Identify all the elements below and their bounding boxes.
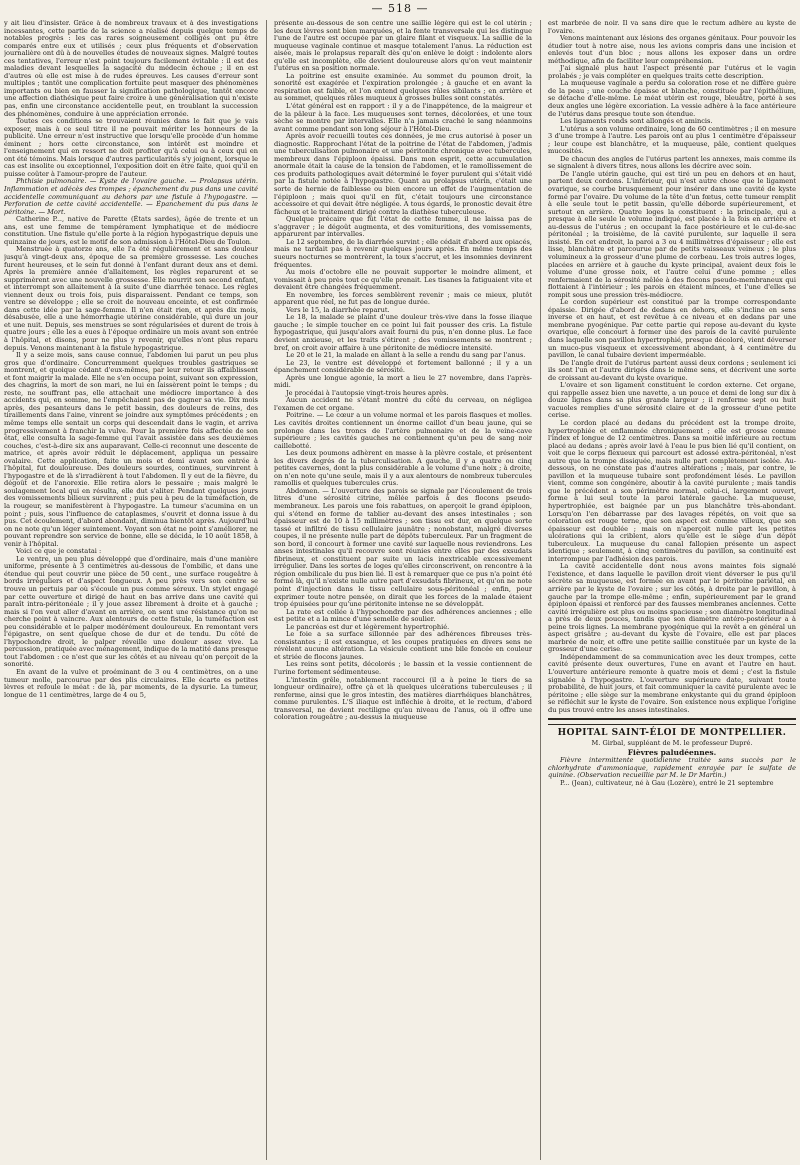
- paragraph: Après une longue agonie, la mort a lieu le 27 novembre, dans l'après-midi.: [274, 373, 532, 390]
- paragraph: Le cordon supérieur est constitué par la trompe correspondante épaissie. Dirigée d'abord de dedans en dehors, elle s'incline en sens inverse et en haut, et est revêtue à ce niveau et en dedans par une membrane pyogénique. Par cette partie qui repose au-devant du kyste ovarique, elle concourt à former une des parois de la cavité purulente dans laquelle son pavillon hypertrophié, presque décoloré, vient déverser un muco-pus visqueux et excessivement abondant, à 4 centimètre du pavillon, le canal tubaire devient imperméable.: [548, 298, 796, 360]
- page-number: — 518 —: [371, 2, 429, 15]
- paragraph: Indépendamment de sa communication avec les deux trompes, cette cavité présente deux ouvertures, l'une en avant et l'autre en haut. L'ouverture antérieure remonte à quatre mois et demi ; c'est la fistule signalée à l'hypogastre. L'ouverture supérieure date, suivant toute probabilité, de huit jours, et fait communiquer la cavité purulente avec le péritoine ; elle siège sur la membrane enkystante qui du grand épiploon se réfléchit sur le kyste de l'ovaire. Son existence nous explique l'origine du pus trouvé entre les anses intestinales.: [548, 652, 796, 714]
- hospital-heading: HOPITAL SAINT-ÉLOI DE MONTPELLIER.: [557, 728, 787, 739]
- paragraph: Les reins sont petits, décolorés ; le bassin et la vessie contiennent de l'urine fortement sédimenteuse.: [274, 660, 532, 677]
- paragraph: J'ai signalé plus haut l'aspect présenté par l'utérus et le vagin prolabés ; je vais compléter en quelques traits cette description.: [548, 64, 796, 80]
- paragraph: La muqueuse vaginale a perdu sa coloration rose et ne diffère guère de la peau ; une couche épaisse et blanche, constituée par l'épithélium, se détache d'elle-même. Le méat utérin est rouge, bleuâtre, porté à ses deux angles une légère excoriation. La vessie adhère à la face antérieure de l'utérus dans presque toute son étendue.: [548, 79, 796, 118]
- paragraph: La poitrine est ensuite examinée. Au sommet du poumon droit, la sonorité est exagérée et l'expiration prolongée ; à gauche et en avant la respiration est faible, et l'on entend quelques râles sibilants ; en arrière et au sommet, quelques râles muqueux à grosses bulles sont constatés.: [274, 71, 532, 103]
- paragraph: Au mois d'octobre elle ne pouvait supporter le moindre aliment, et vomissait à peu près tout ce qu'elle prenait. Les tisanes la fatiguaient vite et devaient être changées fréquemment.: [274, 268, 532, 292]
- paragraph: Le ventre, un peu plus développé que d'ordinaire, mais d'une manière uniforme, présente à 3 centimètres au-dessous de l'ombilic, et dans une étendue qui peut couvrir une pièce de 50 cent., une surface rougeâtre à bords irréguliers et d'aspect fongueux. A peu près vers son centre se trouve un pertuis par où s'écoule un pus comme séreux. Un stylet engagé par cette ouverture et dirigé de haut en bas arrive dans une cavité qui paraît intra-péritonéale ; il y joue assez librement à droite et à gauche ; mais si l'on veut aller d'avant en arrière, on sent une résistance qu'on ne cherche point à vaincre. Aux alentours de cette fistule, la tuméfaction est peu considérable et le palper modérément douloureux. En remontant vers l'épigastre, on sent quelque chose de dur et de tendu. Du côté de l'hypochondre droit, le palper réveille une douleur assez vive. La percussion, pratiquée avec ménagement, indique de la matité dans presque tout l'abdomen : ce n'est que sur les côtés et au niveau qu'on perçoit de la sonorité.: [4, 554, 258, 669]
- paragraph: Les deux poumons adhèrent en masse à la plèvre costale, et présentent les divers degrés de la tuberculisation. A gauche, il y a quatre ou cinq petites cavernes, dont la plus considérable a le volume d'une noix ; à droite, on n'en note qu'une seule, mais il y a aux alentours de nombreux tubercules ramollis et quelques tubercules crus.: [274, 449, 532, 488]
- paragraph: Après avoir recueilli toutes ces données, je me crus autorisé à poser un diagnostic. Rapprochant l'état de la poitrine de l'état de l'abdomen, j'admis une tuberculisation pulmonaire et une péritonite chronique avec tubercules, membreux dans l'épiploon épaissi. Dans mon esprit, cette accumulation anormale était la cause de la tension de l'abdomen, et le ramollissement de ces produits pathologiques avait déterminé le foyer purulent qui s'était vidé par la fistule notée à l'hypogastre. Quant au prolapsus utérin, c'était une sorte de hernie de faiblesse ou bien encore un effet de l'augmentation de l'épiploon ; mais quoi qu'il en fût, c'était toujours une circonstance accessoire et qui devait être négligée. A tous égards, le pronostic devait être fâcheux et le traitement dirigé contre la diathèse tuberculeuse.: [274, 132, 532, 216]
- paragraph: présente au-dessous de son centre une saillie légère qui est le col utérin ; les deux lèvres sont bien marquées, et la fente transversale qui les distingue l'une de l'autre est occupée par un glaire filant et visqueux. La saillie de la muqueuse vaginale continue et masque totalement l'anus. La réduction est aisée, mais le prolapsus reparaît dès qu'on enlève le doigt : indolente alors qu'elle est incomplète, elle devient douloureuse alors qu'on veut maintenir l'utérus en sa position normale.: [274, 20, 532, 73]
- case-paragraph: P... (Jean), cultivateur, né à Gau (Lozère), entré le 21 septembre: [560, 778, 774, 787]
- paragraph: L'utérus a son volume ordinaire, long de 60 centimètres ; il en mesure 3 d'une trompe à l'autre. Les parois ont au plus 1 centimètre d'épaisseur ; leur coupe est blanchâtre, et la muqueuse, pâle, contient quelques mucosités.: [548, 124, 796, 156]
- paragraph: Menstruée à quatorze ans, elle l'a été régulièrement et sans douleur jusqu'à vingt-deux ans, époque de sa première grossesse. Les couches furent heureuses, et le sein fut donné à l'enfant durant deux ans et demi. Après la première année d'allaitement, les règles reparurent et se supprimèrent avec une nouvelle grossesse. Elle nourrit son second enfant, et interrompt son allaitement à la suite d'une diarrhée tenace. Les règles viennent deux ou trois fois, puis disparaissent. Pendant ce temps, son ventre se développe ; elle se croit de nouveau enceinte, et est confirmée dans cette idée par la sage-femme. Il n'en était rien, et après dix mois, désabusée, elle a une hémorrhagie utérine considérable, qui dure un jour et une nuit. Depuis, ses menstrues se sont régularisées et durent de trois à quatre jours ; elle les a eues à l'époque ordinaire un mois avant son entrée à l'hôpital, et disons, pour ne plus y revenir, qu'elles n'ont plus reparu depuis. Venons maintenant à la fistule hypogastrique.: [4, 245, 258, 352]
- paragraph: La rate est collée à l'hypochondre par des adhérences anciennes ; elle est petite et a la mince d'une semelle de soulier.: [274, 607, 532, 624]
- paragraph: En avant de la vulve et proéminant de 3 ou 4 centimètres, on a une tumeur molle, parcourue par des plis circulaires. Elle écarte es petites lèvres et refoule le méat : de là, par moments, de la dysurie. La tumeur, longue de 11 centimètres, large de 4 ou 5,: [4, 668, 258, 699]
- paragraph: Poitrine. — Le cœur a un volume normal et les parois flasques et molles. Les cavités droites contiennent un énorme caillot d'un beau jaune, qui se prolonge dans les troncs de l'artère pulmonaire et de la veine-cave supérieure ; les cavités gauches ne contiennent qu'un peu de sang noir caillebotté.: [274, 411, 532, 450]
- paragraph: Le foie a sa surface sillonnée par des adhérences fibreuses très-consistantes ; il est exsangue, et les coupes pratiquées en divers sens ne révèlent aucune altération. La vésicule contient une bile foncée en couleur et striée de flocons jaunes.: [274, 630, 532, 661]
- paragraph: Voici ce que je constatai :: [16, 547, 102, 556]
- paragraph: Je procédai à l'autopsie vingt-trois heures après.: [286, 388, 449, 397]
- paragraph: En novembre, les forces semblèrent revenir ; mais ce mieux, plutôt apparent que réel, ne fut pas de longue durée.: [274, 290, 532, 307]
- paragraph: De chacun des angles de l'utérus partent les annexes, mais comme ils se signalent à divers titres, nous allons les décrire avec soin.: [548, 154, 796, 171]
- paragraph: Aucun accident ne s'étant montré du côté du cerveau, on négligea l'examen de cet organe.: [274, 396, 532, 412]
- column-rule: [266, 20, 267, 1160]
- case-title: Fièvre intermittente quotidienne traitée sans succès par le chlorhydrate d'ammoniaque, rapidement enrayée par le sulfate de quinine. (Observation recueillie par M. le Dr Martin.): [548, 756, 796, 780]
- paragraph: Abdomen. — L'ouverture des parois se signale par l'écoulement de trois litres d'une sérosité citrine, mêlée parfois à des flocons pseudo-membraneux. Les parois une fois rabattues, on aperçoit le grand épiploon, qui s'étend en forme de tablier au-devant des anses intestinales ; son épaisseur est de 10 à 15 millimètres ; son tissu est dur, en quelque sorte tassé et infiltré de tissu cellulaire jaunâtre ; nonobstant, malgré diverses coupes, il ne présente nulle part de dépôts tuberculeux. Par un fragment de son bord, il concourt à former une cavité sur laquelle nous reviendrons. Les anses intestinales qu'il recouvre sont réunies entre elles par des exsudats fibrineux, et constituent par suite un lacis inextricable excessivement irrégulier. Dans les sortes de loges qu'elles circonscrivent, on rencontre à la région ombilicale du pus bien lié. Il est à remarquer que ce pus n'a point été formé là, qu'il n'existe nulle autre part d'exsudats fibrineux, et qu'on ne note point d'injection dans le tissu cellulaire sous-péritonéal ; enfin, pour exprimer toute notre pensée, on dirait que les forces de la malade étaient trop épuisées pour qu'une péritonite intense ne se développât.: [274, 486, 532, 609]
- paragraph: Le 23, le ventre est développé et fortement ballonné ; il y a un épanchement considérable de sérosité.: [274, 358, 532, 375]
- paragraph: Venons maintenant aux lésions des organes génitaux. Pour pouvoir les étudier tout à notre aise, nous les avions compris dans une incision et enlevés tout d'un bloc ; nous allons les exposer dans un ordre méthodique, afin de faciliter leur compréhension.: [548, 34, 796, 65]
- paragraph: Il y a seize mois, sans cause connue, l'abdomen lui parut un peu plus gros que d'ordinaire. Concurremment quelques troubles gastriques se montrent, et quoique cédant d'eux-mêmes, par leur retour ils affaiblissent et font maigrir la malade. Elle ne s'en occupa point, suivant son expression, des chagrins, la mort de son mari, ne lui en laissèrent point le temps ; du reste, ne souffrant pas, elle attachait une médiocre importance à des accidents qui, en somme, ne l'empêchaient pas de gagner sa vie. Dix mois après, des pesanteurs dans le petit bassin, des douleurs de reins, des tiraillements dans l'aine, vinrent se joindre aux symptômes précédents ; en même temps elle sentait un corps qui descendait dans le vagin, et arriva progressivement à franchir la vulve. Pour la première fois affectée de son état, elle consulta la sage-femme qui l'avait assistée dans ses deuxièmes couches, c'est-à-dire six ans auparavant. Celle-ci reconnut une descente de matrice, et après avoir réduit le déplacement, appliqua un pessaire ovalaire. Cette application, faite un mois et demi avant son entrée à l'hôpital, fut douloureuse. Des douleurs sourdes, continues, survinrent à l'hypogastre et de là s'irradièrent à tout l'abdomen. Il y eut de la fièvre, du dégoût et de l'anorexie. Elle retira alors le pessaire ; mais malgré le soulagement local qui en résulta, elle dut s'aliter. Pendant quelques jours des vomissements bilieux survinrent ; puis peu à peu de la tuméfaction, de la rougeur, se manifestèrent à l'hypogastre. La tumeur s'acumina en un point ; puis, sous l'influence de cataplasmes, s'ouvrit et donna issue à du pus. Cet écoulement, d'abord abondant, diminua bientôt après. Aujourd'hui on ne note qu'un léger suintement. Voyant son état ne point s'améliorer, ne pouvant reprendre son service de bonne, elle se décida, le 10 août 1858, à venir à l'hôpital.: [4, 351, 258, 548]
- paragraph: Le 12 septembre, de la diarrhée survint ; elle cédait d'abord aux opiacés, mais ne tardait pas à revenir quelques jours après. En même temps des sueurs nocturnes se montrèrent, la toux s'accrut, et les insomnies devinrent fréquentes.: [274, 237, 532, 269]
- text-column-left: [4, 20, 258, 1160]
- paragraph: y ait lieu d'insister. Grâce à de nombreux travaux et à des investigations incessantes, cette partie de la science a réalisé depuis quelque temps de notables progrès : les cas rares soigneusement colligés ont pu être comparés entre eux et utilisés ; ceux plus fréquents et d'observation journalière ont dû à de nouvelles études de nouveaux signes. Malgré toutes ces tentatives, l'erreur n'est point toujours facilement évitable : il est des maladies devant lesquelles la sagacité du médecin échoue ; il en est d'autres où elle est mise à de rudes épreuves. Les causes d'erreur sont multiples ; tantôt une complication fortuite peut masquer des phénomènes importants ou bien en fausser la signification pathologique, tantôt encore une affection diathésique peut faire croire à une généralisation qui n'existe pas, enfin une circonstance accidentelle peut, en troublant la succession des phénomènes, conduire à une appréciation erronée.: [4, 20, 258, 118]
- section-title: Fièvres paludéennes.: [627, 748, 717, 758]
- hospital-subheading: M. Girbal, suppléant de M. le professeur Dupré.: [591, 739, 753, 748]
- paragraph: Catherine P..., native de Parette (États sardes), âgée de trente et un ans, est une femme de tempérament lymphatique et de médiocre constitution. Une fistule qu'elle porte à la région hypogastrique depuis une quinzaine de jours, est le motif de son admission à l'Hôtel-Dieu de Toulon.: [4, 215, 258, 246]
- paragraph: Phthisie pulmonaire. — Kyste de l'ovaire gauche. — Prolapsus utérin. Inflammation et adécès des trompes ; épanchement du pus dans une cavité accidentelle communiquant au dehors par une fistule à l'hypogastre. — Perforation de cette cavité accidentelle. — Épanchement du pus dans le péritoine. — Mort.: [4, 177, 258, 216]
- paragraph: Le 20 et le 21, la malade en allant à la selle a rendu du sang par l'anus.: [286, 351, 526, 360]
- paragraph: Vers le 15, la diarrhée reparut.: [286, 305, 390, 314]
- paragraph: L'ovaire et son ligament constituent le cordon externe. Cet organe, qui rappelle assez bien une navette, a un pouce et demi de long sur dix à douze lignes dans sa plus grande largeur ; il renferme sept ou huit vacuoles remplies d'une sérosité claire et de la grosseur d'une petite cerise.: [548, 381, 796, 420]
- paragraph: Les ligaments ronds sont allongés et amincis.: [560, 117, 713, 126]
- paragraph: Quelque précaire que fût l'état de cette femme, il ne laissa pas de s'aggraver ; le dégoût augmenta, et des vomituritions, des vomissements, apparurent par intervalles.: [274, 215, 532, 239]
- paragraph: Toutes ces conditions se trouvaient réunies dans le fait que je vais exposer, mais à ce seul titre il ne pouvait mériter les honneurs de la publicité. Une erreur n'est instructive que lorsqu'elle procède d'un homme éminent ; hors cette circonstance, son intérêt est moindre et l'enseignement qui en ressort ne doit profiter qu'à celui ou à ceux qui en ont été témoins. Mais lorsque d'autres particularités s'y joignent, lorsque le cas est insolite ou exceptionnel, l'exposition doit en être faite, quoi qu'il en puisse coûter à l'amour-propre de l'auteur.: [4, 117, 258, 178]
- section-divider: [548, 718, 796, 725]
- text-column-middle: [274, 20, 532, 1160]
- paragraph: Le cordon placé au dedans du précédent est la trompe droite, hypertrophiée et enflammée chroniquement ; elle est grosse comme l'index et longue de 12 centimètres. Dans sa moitié inférieure au rectum placé au dedans ; après avoir lavé à l'eau le pus bien lié qu'il contient, on voit que le corps flexueux qui parcourt est adossé extra-péritonéal, n'est autre que la trompe dissiquée, mais nulle part complètement isolée. Au-dessous, on ne constate pas d'autres altérations ; mais, par contre, le pavillon et la muqueuse tubaire sont profondément lésés. Le pavillon vient, comme son congénère, aboutir à la cavité purulente ; mais tandis que le précédent a son périmètre normal, celui-ci, largement ouvert, forme à lui seul toute la paroi latérale gauche. La muqueuse, hypertrophiée, est baignée par un pus blanchâtre très-abondant. Lorsqu'on l'en débarrasse par des lavages répétés, on voit que sa coloration est rouge terne, que son aspect est comme villeux, que son épaisseur est doublée ; mais on n'aperçoit nulle part les petites ulcérations qui la criblent, alors qu'elle est le siège d'un dépôt tuberculeux. La muqueuse du canal fallopien présente un aspect identique ; seulement, à cinq centimètres du pavillon, sa continuité est interrompue par l'adhésion des parois.: [548, 418, 796, 563]
- paragraph: est marbrée de noir. Il va sans dire que le rectum adhère au kyste de l'ovaire.: [548, 20, 796, 35]
- paragraph: L'état général est en rapport : il y a de l'inappétence, de la maigreur et de la pâleur à la face. Les muqueuses sont ternes, décolorées, et une toux sèche se montre par intervalles. Elle n'a jamais craché le sang néanmoins avant comme pendant son long séjour à l'Hôtel-Dieu.: [274, 102, 532, 133]
- text-column-right: [548, 20, 796, 1160]
- paragraph: La cavité accidentelle dont nous avons maintes fois signalé l'existence, et dans laquelle le pavillon droit vient déverser le pus qu'il sécrète sa muqueuse, est formée en avant par le péritoine pariétal, en arrière par le kyste de l'ovaire ; sur les côtés, à droite par le pavillon, à gauche par la trompe elle-même ; enfin, supérieurement par le grand épiploon épaissi et renforcé par des fausses membranes anciennes. Cette cavité irrégulière est plus ou moins spacieuse ; son diamètre longitudinal a près de deux pouces, tandis que son diamètre antéro-postérieur a à peine trois lignes. La membrane pyogénique qui la revêt a en général un aspect grisâtre ; au-devant du kyste de l'ovaire, elle est par places marbrée de noir, et offre une petite saillie constituée par un kyste de la grosseur d'une cerise.: [548, 562, 796, 654]
- paragraph: Le 18, la malade se plaint d'une douleur très-vive dans la fosse iliaque gauche ; le simple toucher en ce point lui fait pousser des cris. La fistule hypogastrique, qui jusqu'alors avait fourni du pus, n'en donne plus. Le face devient anxieuse, et les traits s'étirent ; des vomissements se montrent ; bref, on croit avoir affaire à une péritonite de médiocre intensité.: [274, 313, 532, 352]
- paragraph: L'intestin grêle, notablement raccourci (il a à peine le tiers de sa longueur ordinaire), offre çà et là quelques ulcérations tuberculeuses ; il renferme, ainsi que le gros intestin, des matières diarrhéiques blanchâtres, comme purulentes. L'S iliaque est infléchie à droite, et le rectum, d'abord transversal, ne devient rectiligne qu'au niveau de l'anus, où il offre une coloration rougeâtre ; au-dessus la muqueuse: [274, 675, 532, 722]
- paragraph: De l'angle utérin gauche, qui est tiré un peu en dehors et en haut, partent deux cordons. L'inférieur, qui n'est autre chose que le ligament ovarique, se courbe brusquement pour insérer dans une cavité de kyste formé par l'ovaire. Du volume de la tête d'un fœtus, cette tumeur remplit à elle seule tout le petit bassin, qu'elle déborde supérieurement, et surtout en arrière. Quatre loges la constituent : la principale, qui a presque à elle seule le volume indiqué, est placée à la fois en arrière et au-dessus de l'utérus ; en occupant la face postérieure et le cul-de-sac péritonéal ; la troisième, de la cavité purulente, sur laquelle il sera insisté. En cet endroit, la paroi a 3 ou 4 millimètres d'épaisseur ; elle est lisse, blanchâtre et parcourue par de petits vaisseaux veineux ; le plus volumineux a la grosseur d'une plume de corbeau. Les trois autres loges, placées en arrière et à gauche du kyste principal, avaient deux fois le volume d'une grosse noix, et l'autre celui d'une pomme ; elles renfermaient de la sérosité mêlée à des flocons pseudo-membraneux qui flottaient à l'intérieur ; les parois en étaient minces, et l'une d'elles se rompit sous une pression très-médiocre.: [548, 169, 796, 299]
- paragraph: De l'angle droit de l'utérus partent aussi deux cordons ; seulement ici ils sont l'un et l'autre dirigés dans le même sens, et décrivent une sorte de croissant au-devant du kyste ovarique.: [548, 358, 796, 382]
- column-rule: [540, 20, 541, 1160]
- paragraph: Le pancréas est dur et légèrement hypertrophié.: [286, 622, 450, 631]
